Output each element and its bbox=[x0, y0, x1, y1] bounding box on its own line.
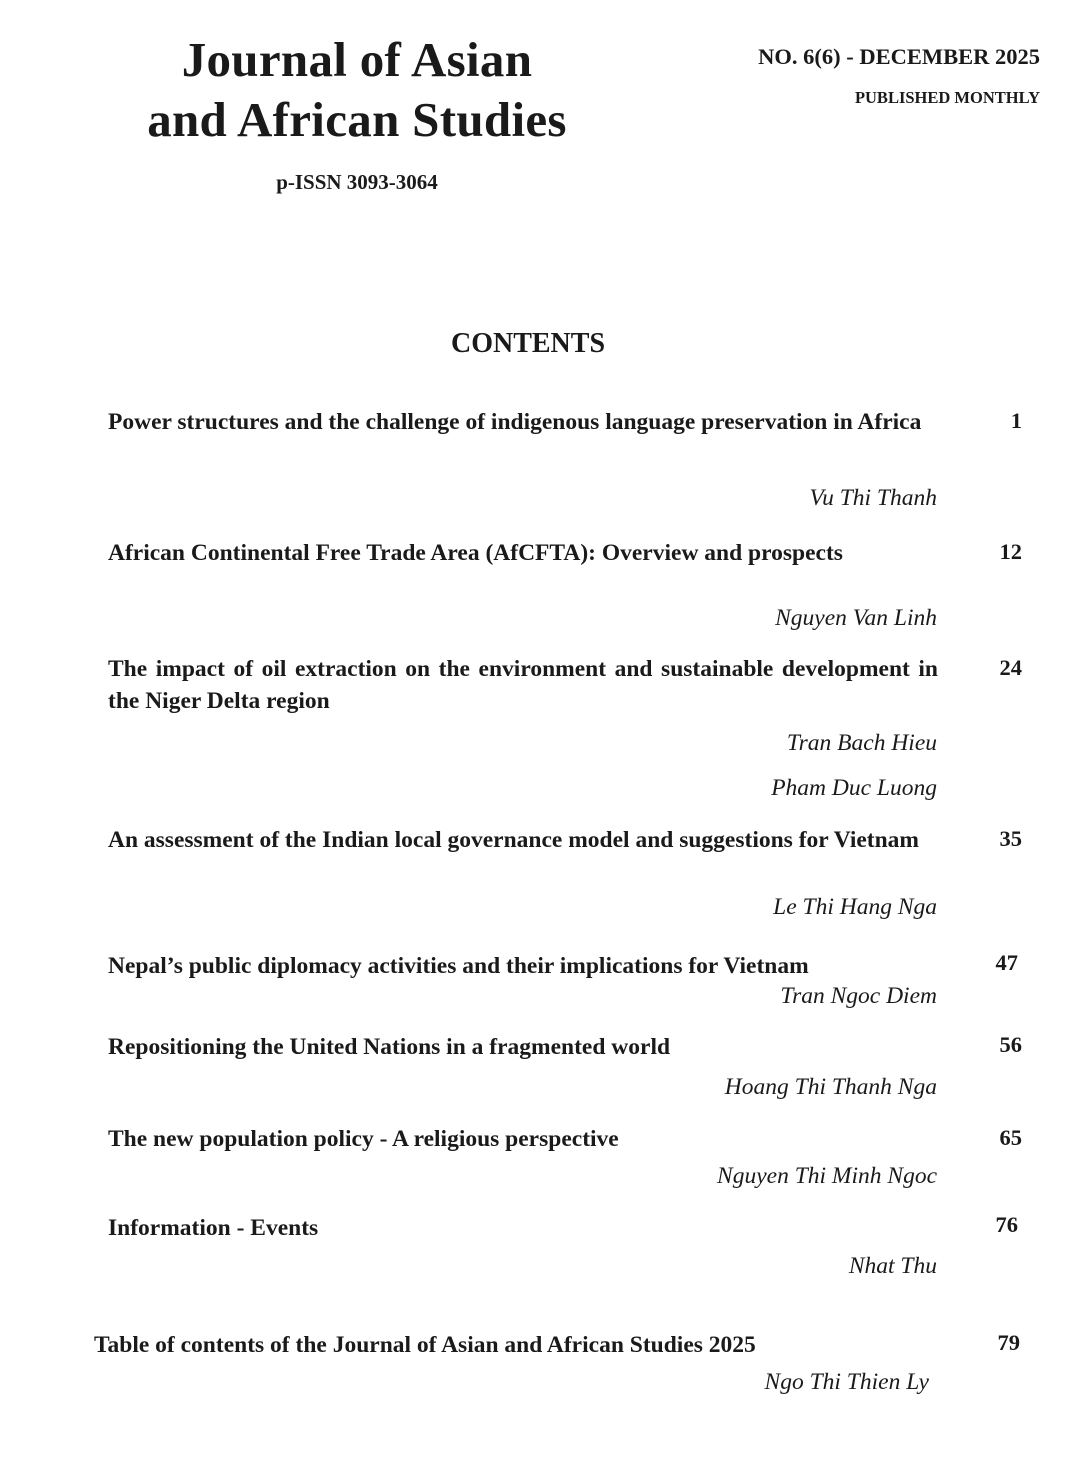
article-title-1: Power structures and the challenge of indigenous language preservation in Africa bbox=[108, 409, 922, 435]
article-author-8: Nhat Thu bbox=[848, 1253, 937, 1279]
page-number-8: 76 bbox=[995, 1212, 1018, 1237]
page-number-5: 47 bbox=[995, 950, 1018, 975]
journal-title-line-1: Journal of Asian bbox=[181, 32, 533, 87]
page-number-2: 12 bbox=[999, 539, 1022, 564]
journal-title bbox=[95, 30, 619, 150]
article-title-2: African Continental Free Trade Area (AfCFTA): Overview and prospects bbox=[108, 540, 843, 566]
article-author-7: Nguyen Thi Minh Ngoc bbox=[717, 1163, 937, 1189]
journal-title-line-2: and African Studies bbox=[147, 92, 567, 147]
article-title-7: The new population policy - A religious perspective bbox=[108, 1126, 619, 1152]
publication-frequency: PUBLISHED MONTHLY bbox=[854, 88, 1040, 107]
page-number-4: 35 bbox=[999, 826, 1022, 851]
article-author-4: Le Thi Hang Nga bbox=[773, 894, 937, 920]
article-author-5: Tran Ngoc Diem bbox=[780, 983, 937, 1009]
article-title-5: Nepal’s public diplomacy activities and their implications for Vietnam bbox=[108, 953, 809, 979]
article-title-8: Information - Events bbox=[108, 1215, 319, 1241]
page-number-6: 56 bbox=[999, 1032, 1022, 1057]
article-author-9: Ngo Thi Thien Ly bbox=[764, 1369, 929, 1395]
issn: p-ISSN 3093-3064 bbox=[276, 170, 438, 194]
article-title-4: An assessment of the Indian local governance model and suggestions for Vietnam bbox=[108, 827, 920, 853]
contents-heading: CONTENTS bbox=[450, 328, 606, 359]
article-author-3b: Pham Duc Luong bbox=[771, 775, 937, 801]
article-title-6: Repositioning the United Nations in a fragmented world bbox=[108, 1034, 671, 1060]
page-number-3: 24 bbox=[999, 655, 1022, 680]
article-author-6: Hoang Thi Thanh Nga bbox=[724, 1074, 937, 1100]
issue-number: NO. 6(6) - DECEMBER 2025 bbox=[758, 44, 1040, 69]
page-number-9: 79 bbox=[997, 1330, 1020, 1355]
article-title-3: The impact of oil extraction on the environment and sustainable development in the Niger Delta region bbox=[108, 656, 938, 714]
page-number-7: 65 bbox=[999, 1125, 1022, 1150]
article-author-2: Nguyen Van Linh bbox=[775, 605, 937, 631]
article-author-3a: Tran Bach Hieu bbox=[786, 730, 937, 756]
article-author-1: Vu Thi Thanh bbox=[809, 485, 937, 511]
page-number-1: 1 bbox=[1010, 408, 1022, 433]
article-title-9: Table of contents of the Journal of Asian and African Studies 2025 bbox=[94, 1332, 756, 1358]
